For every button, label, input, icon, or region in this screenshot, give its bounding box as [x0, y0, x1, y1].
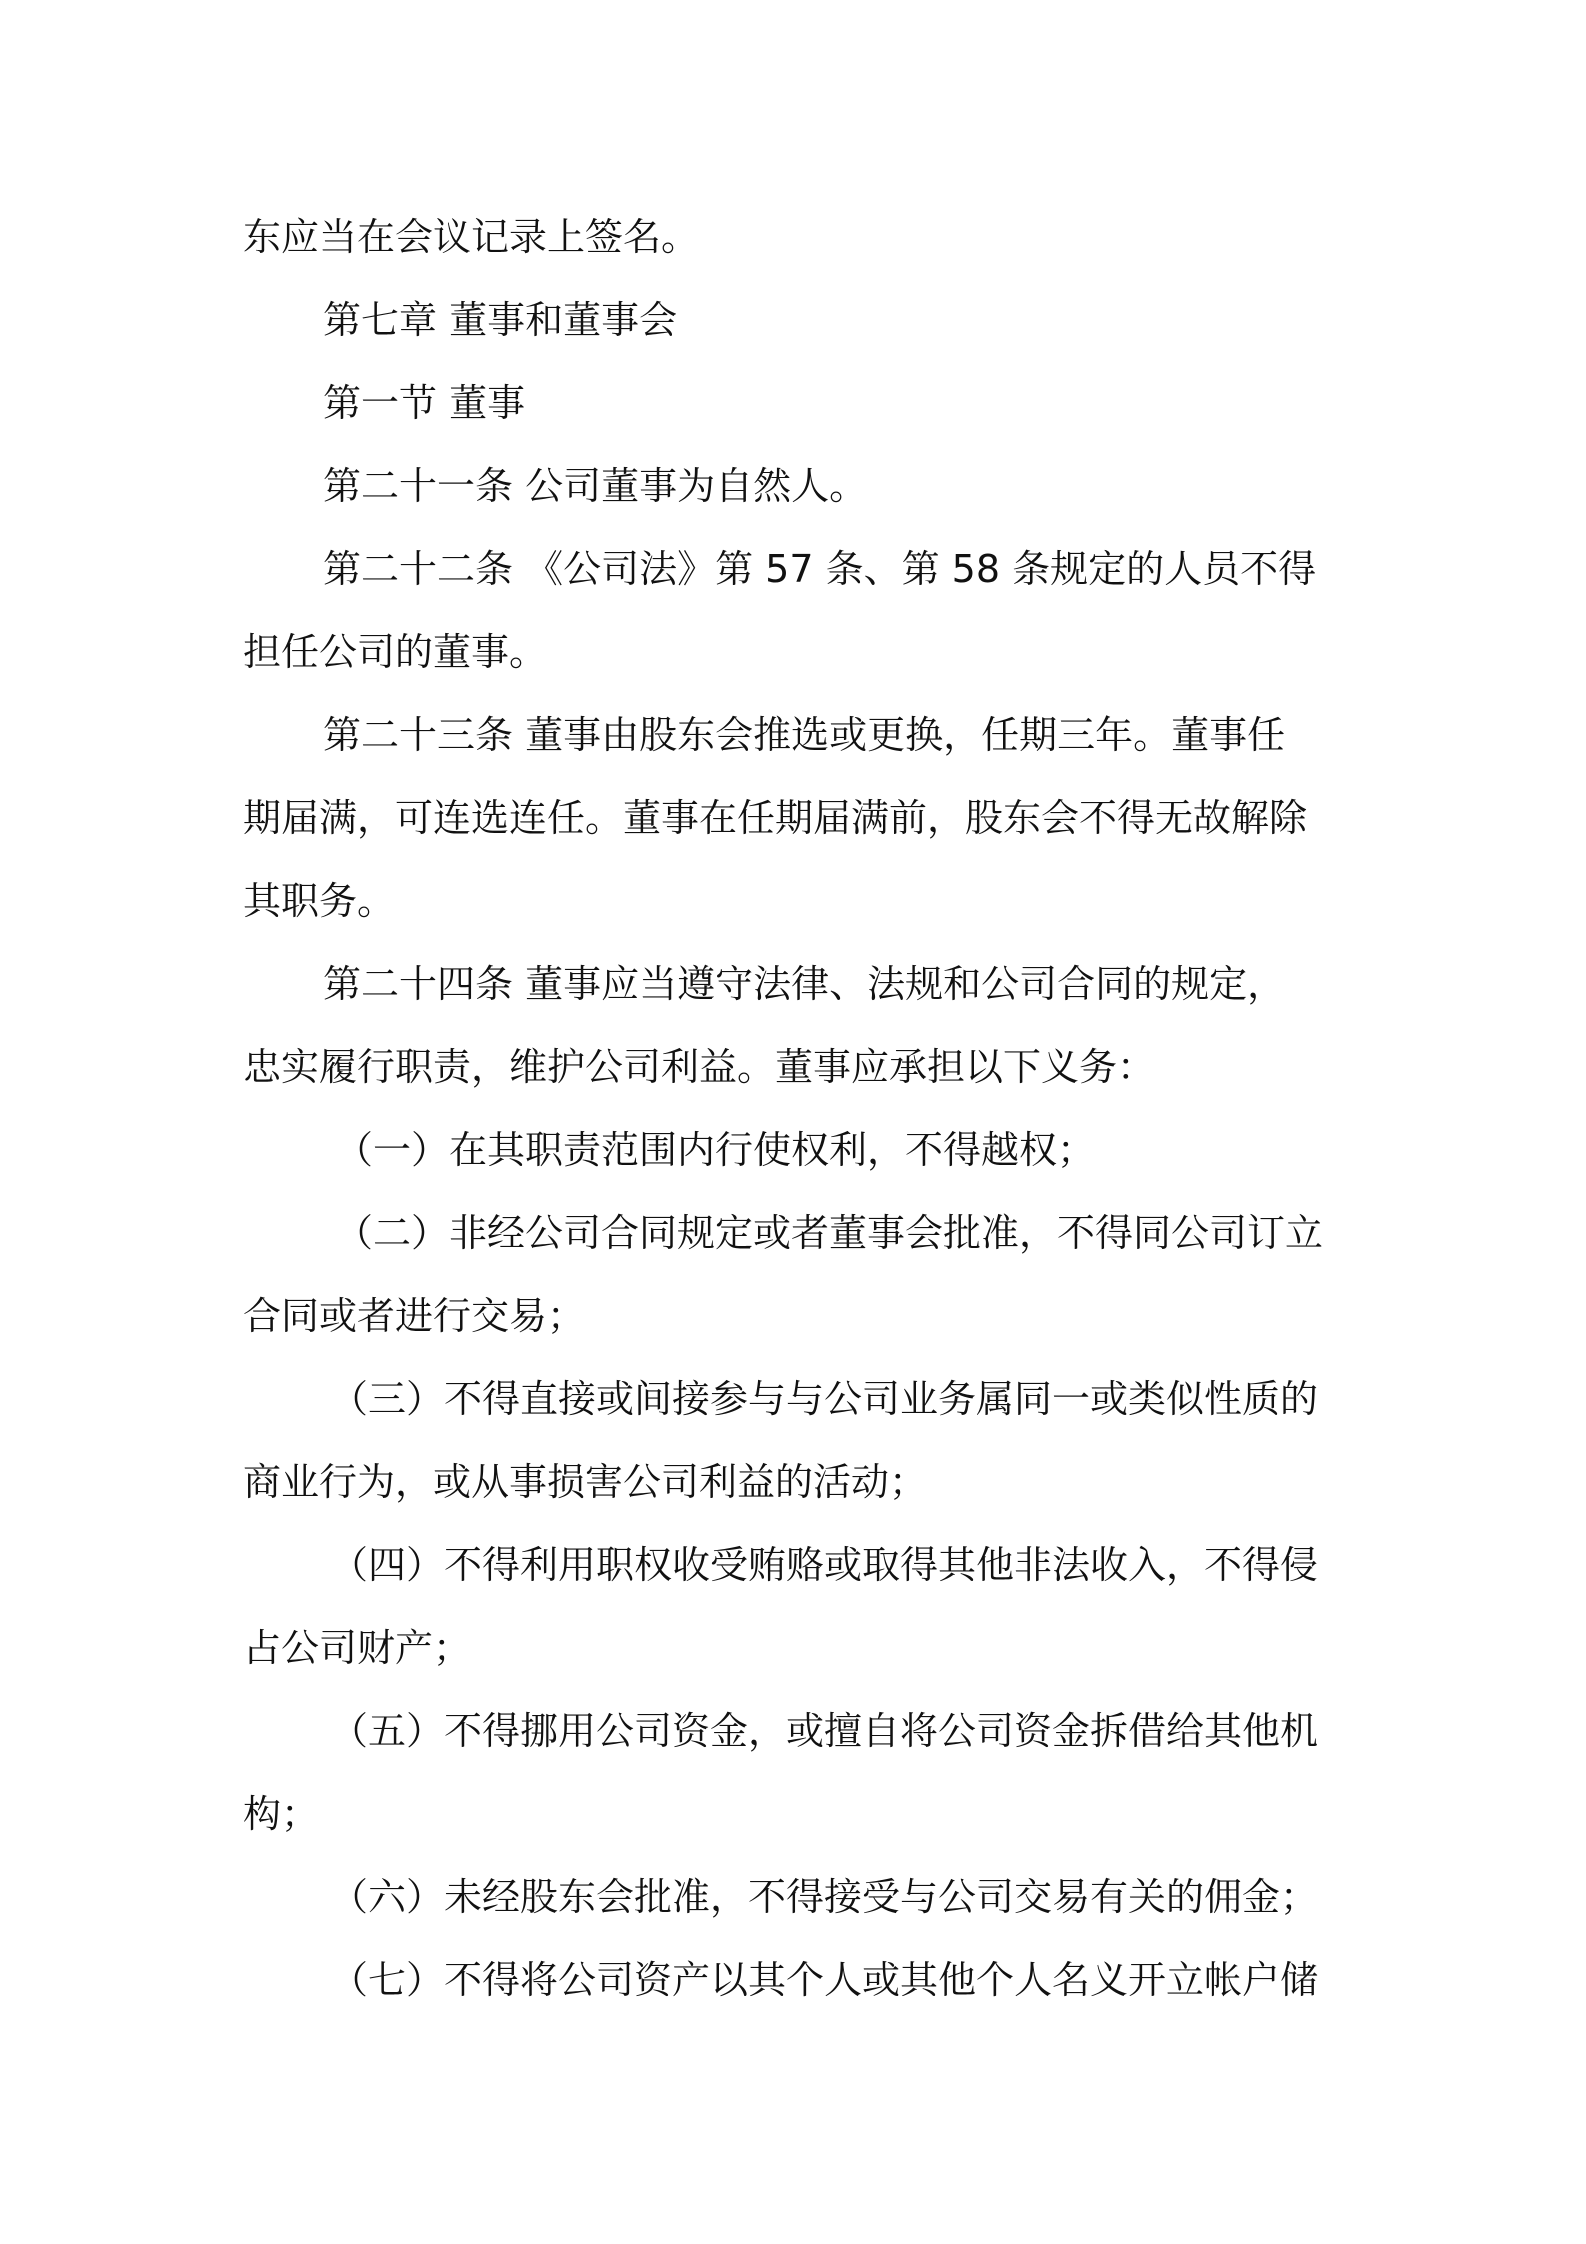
- list-item-7: （七）不得将公司资产以其个人或其他个人名义开立帐户储: [330, 1958, 1319, 2002]
- list-item-5: （五）不得挪用公司资金，或擅自将公司资金拆借给其他机: [330, 1709, 1319, 1753]
- article-21: 第二十一条 公司董事为自然人。: [323, 464, 868, 508]
- document-body: [243, 196, 1353, 2022]
- text-line: 期届满，可连选连任。董事在任期届满前，股东会不得无故解除: [243, 796, 1308, 840]
- list-item-4: （四）不得利用职权收受贿赂或取得其他非法收入，不得侵: [330, 1543, 1319, 1587]
- text-line: 构；: [243, 1792, 320, 1836]
- list-item-6: （六）未经股东会批准，不得接受与公司交易有关的佣金；: [330, 1875, 1319, 1919]
- text-line: 合同或者进行交易；: [243, 1294, 586, 1338]
- article-23: 第二十三条 董事由股东会推选或更换，任期三年。董事任: [323, 713, 1286, 757]
- article-22: 第二十二条 《公司法》第 57 条、第 58 条规定的人员不得: [323, 547, 1317, 591]
- chapter-heading: 第七章 董事和董事会: [323, 298, 678, 342]
- list-item-2: （二）非经公司合同规定或者董事会批准，不得同公司订立: [335, 1211, 1324, 1255]
- text-line: 商业行为，或从事损害公司利益的活动；: [243, 1460, 928, 1504]
- article-24: 第二十四条 董事应当遵守法律、法规和公司合同的规定，: [323, 962, 1286, 1006]
- section-heading: 第一节 董事: [323, 381, 526, 425]
- text-line: 忠实履行职责，维护公司利益。董事应承担以下义务：: [243, 1045, 1156, 1089]
- list-item-3: （三）不得直接或间接参与与公司业务属同一或类似性质的: [330, 1377, 1319, 1421]
- text-line: 东应当在会议记录上签名。: [243, 215, 700, 259]
- list-item-1: （一）在其职责范围内行使权利，不得越权；: [335, 1128, 1096, 1172]
- text-line: 担任公司的董事。: [243, 630, 548, 674]
- text-line: 其职务。: [243, 879, 396, 923]
- text-line: 占公司财产；: [243, 1626, 472, 1670]
